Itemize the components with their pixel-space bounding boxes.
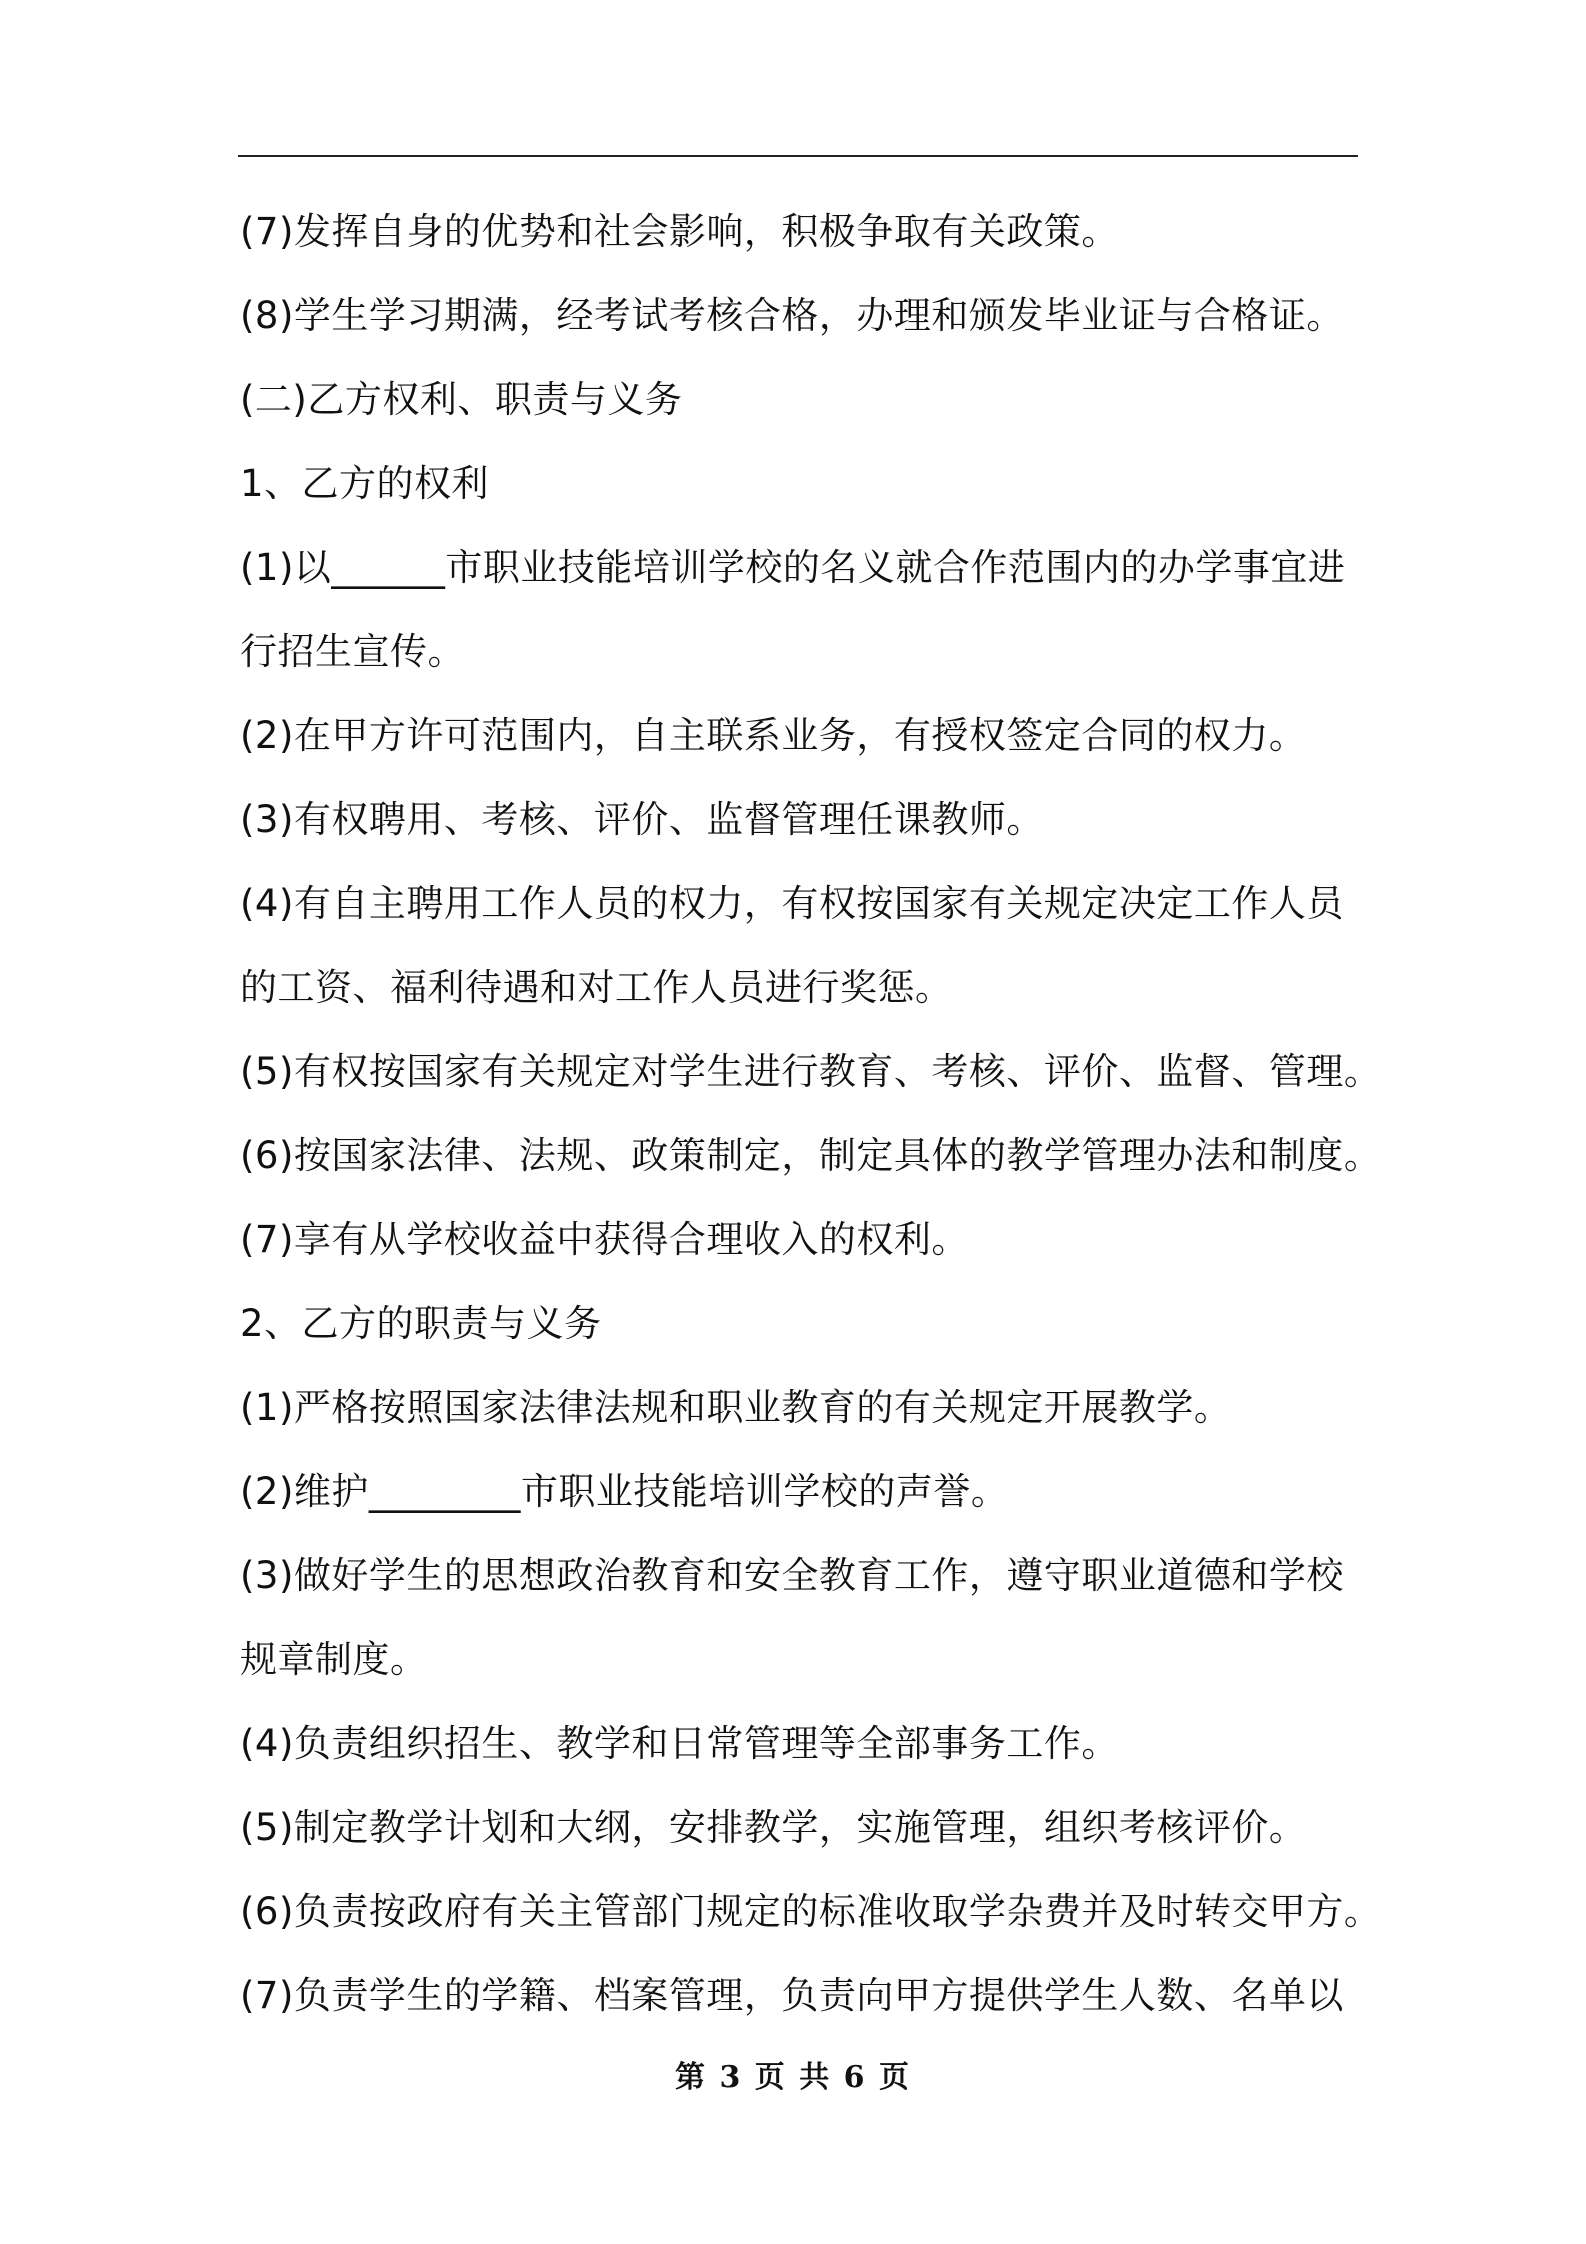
text-line: (3)有权聘用、考核、评价、监督管理任课教师。 bbox=[240, 798, 1044, 841]
text-line: (1)严格按照国家法律法规和职业教育的有关规定开展教学。 bbox=[240, 1386, 1232, 1429]
text-line: (5)制定教学计划和大纲，安排教学，实施管理，组织考核评价。 bbox=[240, 1806, 1307, 1849]
page-number: 第 3 页 共 6 页 bbox=[675, 2060, 911, 2095]
text-line: (4)有自主聘用工作人员的权力，有权按国家有关规定决定工作人员 bbox=[240, 882, 1344, 925]
text-line: (6)按国家法律、法规、政策制定，制定具体的教学管理办法和制度。 bbox=[240, 1134, 1382, 1177]
section-heading: (二)乙方权利、职责与义务 bbox=[240, 378, 683, 421]
text-line: (5)有权按国家有关规定对学生进行教育、考核、评价、监督、管理。 bbox=[240, 1050, 1382, 1093]
text-line: (4)负责组织招生、教学和日常管理等全部事务工作。 bbox=[240, 1722, 1119, 1765]
text-line: (2)在甲方许可范围内，自主联系业务，有授权签定合同的权力。 bbox=[240, 714, 1307, 757]
header-rule bbox=[238, 155, 1358, 157]
text-line: 行招生宣传。 bbox=[240, 630, 465, 673]
text-line: (7)享有从学校收益中获得合理收入的权利。 bbox=[240, 1218, 969, 1261]
text-line: (7)发挥自身的优势和社会影响，积极争取有关政策。 bbox=[240, 210, 1119, 253]
text-line: (1)以______市职业技能培训学校的名义就合作范围内的办学事宜进 bbox=[240, 546, 1346, 589]
document-body bbox=[240, 190, 1382, 2038]
text-line: 的工资、福利待遇和对工作人员进行奖惩。 bbox=[240, 966, 953, 1009]
text-line: (7)负责学生的学籍、档案管理，负责向甲方提供学生人数、名单以 bbox=[240, 1974, 1344, 2017]
text-line: (2)维护________市职业技能培训学校的声誉。 bbox=[240, 1470, 1009, 1513]
text-line: (3)做好学生的思想政治教育和安全教育工作，遵守职业道德和学校 bbox=[240, 1554, 1344, 1597]
text-line: 规章制度。 bbox=[240, 1638, 428, 1681]
text-line: (8)学生学习期满，经考试考核合格，办理和颁发毕业证与合格证。 bbox=[240, 294, 1344, 337]
text-line: (6)负责按政府有关主管部门规定的标准收取学杂费并及时转交甲方。 bbox=[240, 1890, 1382, 1933]
subsection-heading: 2、乙方的职责与义务 bbox=[240, 1302, 602, 1345]
subsection-heading: 1、乙方的权利 bbox=[240, 462, 490, 505]
